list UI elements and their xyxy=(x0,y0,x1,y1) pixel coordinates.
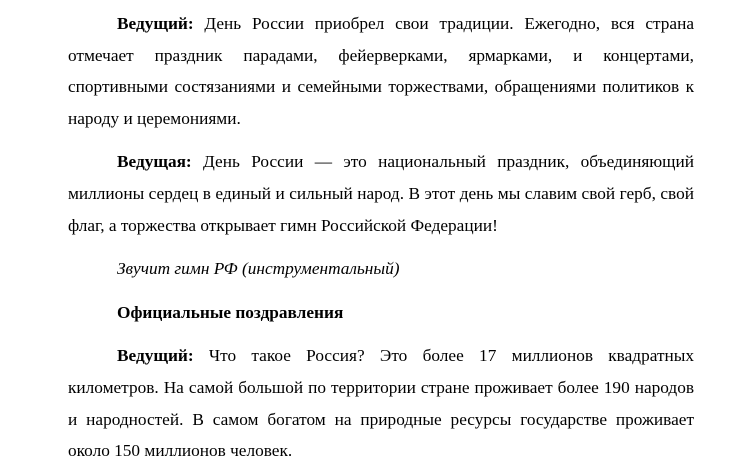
paragraph-stage-direction xyxy=(68,253,694,285)
paragraph-text: День России — это национальный праздник, объединяющий миллионы сердец в единый и сильный народ. В этот день мы славим свой герб, свой флаг, а торжества открывает гимн Российской Федерации! xyxy=(68,152,694,235)
document-page xyxy=(68,8,694,467)
paragraph-text: Что такое Россия? Это более 17 миллионов квадратных километров. На самой большой по территории стране проживает более 190 народов и народностей. В самом богатом на природные ресурсы государстве проживает около 150 миллионов человек. xyxy=(68,346,694,461)
paragraph-text: День России приобрел свои традиции. Ежегодно, вся страна отмечает праздник парадами, фейерверками, ярмарками, и концертами, спортивными состязаниями и семейными торжествами, обращениями политиков к народу и церемониями. xyxy=(68,14,694,128)
paragraph-presenter-traditions xyxy=(68,8,694,134)
speaker-label: Ведущий: xyxy=(117,14,194,33)
paragraph-section-heading xyxy=(68,297,694,329)
paragraph-presenter-russia-facts xyxy=(68,340,694,466)
stage-direction: Звучит гимн РФ (инструментальный) xyxy=(117,259,400,279)
section-heading: Официальные поздравления xyxy=(117,302,344,322)
speaker-label: Ведущий: xyxy=(117,346,194,366)
paragraph-presenter-national-holiday xyxy=(68,146,694,241)
speaker-label: Ведущая: xyxy=(117,152,192,172)
